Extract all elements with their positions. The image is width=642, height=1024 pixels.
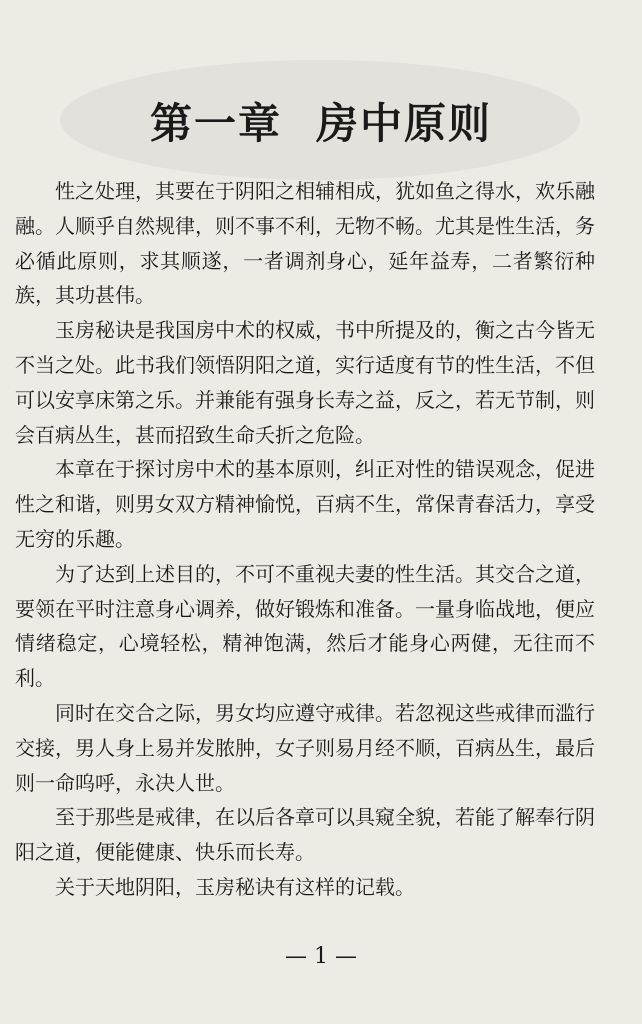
chapter-title: 房中原则 <box>316 99 493 148</box>
paragraph: 玉房秘诀是我国房中术的权威，书中所提及的，衡之古今皆无不当之处。此书我们领悟阴阳之道，实行适度有节的性生活，不但可以安享床第之乐。并兼能有强身长寿之益，反之，若无节制，则会百病丛生，甚而招致生命夭折之危险。 <box>15 318 595 447</box>
page-number: — 1 — <box>285 944 357 969</box>
chapter-heading <box>0 98 642 150</box>
paragraph: 性之处理，其要在于阴阳之相辅相成，犹如鱼之得水，欢乐融融。人顺乎自然规律，则不事不利，无物不畅。尤其是性生活，务必循此原则，求其顺遂，一者调剂身心，延年益寿，二者繁衍种族，其功甚伟。 <box>15 179 595 308</box>
chapter-label: 第一章 <box>149 99 282 148</box>
paragraph: 至于那些是戒律，在以后各章可以具窥全貌，若能了解奉行阴阳之道，便能健康、快乐而长寿。 <box>15 805 595 865</box>
paragraph: 同时在交合之际，男女均应遵守戒律。若忽视这些戒律而滥行交接，男人身上易并发脓肿，女子则易月经不顺，百病丛生，最后则一命呜呼，永决人世。 <box>15 700 595 795</box>
paragraph: 为了达到上述目的，不可不重视夫妻的性生活。其交合之道，要领在平时注意身心调养，做好锻炼和准备。一量身临战地，便应情绪稳定，心境轻松，精神饱满，然后才能身心两健，无往而不利。 <box>15 561 595 691</box>
paragraph: 关于天地阴阳，玉房秘诀有这样的记载。 <box>55 874 415 899</box>
paragraph: 本章在于探讨房中术的基本原则，纠正对性的错误观念，促进性之和谐，则男女双方精神愉悦，百病不生，常保青春活力，享受无穷的乐趣。 <box>15 457 595 551</box>
chapter-body <box>15 174 595 905</box>
